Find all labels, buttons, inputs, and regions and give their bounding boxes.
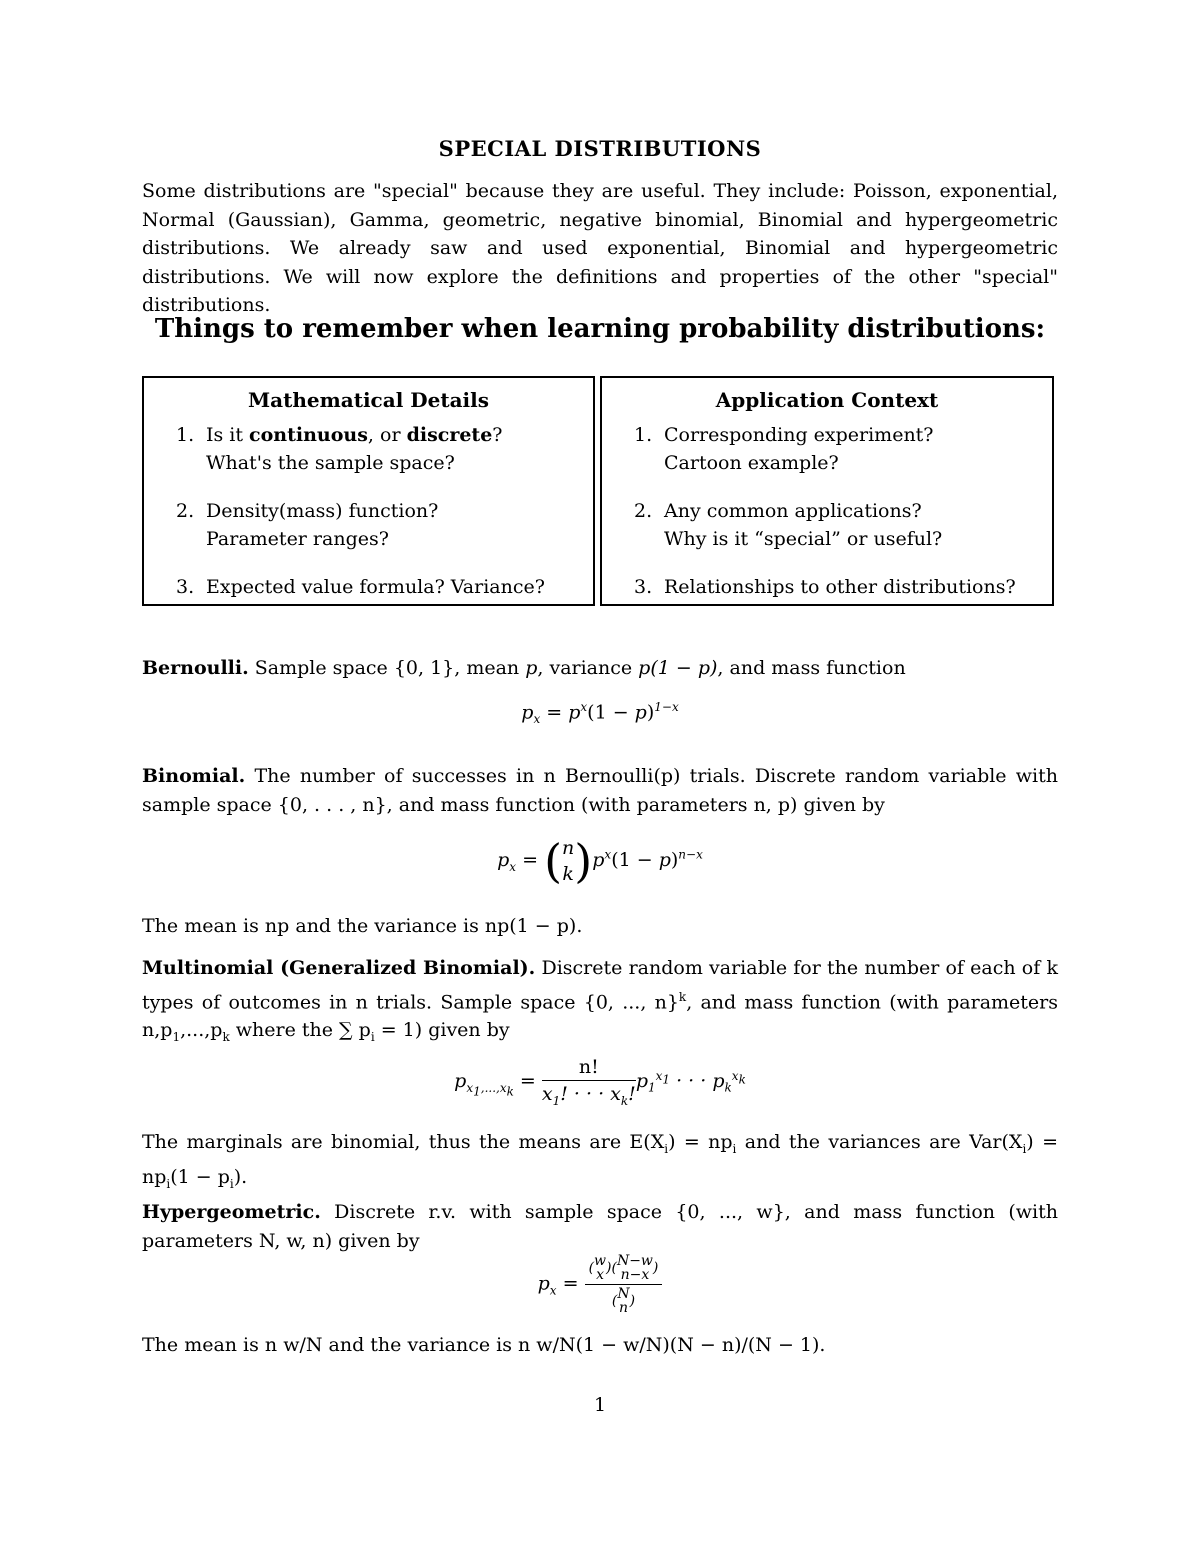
app-box-title: Application Context <box>715 388 939 412</box>
bernoulli-term: Bernoulli. <box>142 657 249 679</box>
math-item-2: 2. Density(mass) function? Parameter ranges? <box>176 500 439 550</box>
bernoulli-paragraph: Bernoulli. Sample space {0, 1}, mean p, variance p(1 − p), and mass function <box>142 657 906 679</box>
app-item-3: 3. Relationships to other distributions? <box>634 576 1016 598</box>
page-title: SPECIAL DISTRIBUTIONS <box>438 136 762 161</box>
hypergeometric-formula: $p_x$ = (w x )(N−w n−x ) (N n ) <box>0 1254 1200 1315</box>
intro-paragraph: Some distributions are "special" because they are useful. They include: Poisson, exponential, Normal (Gaussian), Gamma, geometric, negative binomial, Binomial and hypergeometric distributions. We already saw and used exponential, Binomial and hypergeometric distributions. We will now explore the definitions and properties of the other "special" distributions. <box>142 180 1058 316</box>
hypergeometric-mean-text: The mean is n w/N and the variance is n w/N(1 − w/N)(N − n)/(N − 1). <box>142 1334 826 1356</box>
binomial-mean-text: The mean is np and the variance is np(1 − p). <box>142 915 583 937</box>
page-number: 1 <box>593 1394 607 1416</box>
checklist-boxes <box>142 376 1054 610</box>
application-context-box <box>600 376 1054 606</box>
multinomial-formula: $p_{x_1,...,x_k}$ = $\frac{n!}{x_1! \cdot \cdot \cdot x_k!}$ $p_1^{x_1}$ · · · $p_k^{x_k}$ <box>454 1056 746 1108</box>
math-list <box>144 421 593 601</box>
multinomial-term: Multinomial (Generalized Binomial). <box>142 957 536 979</box>
binomial-paragraph: Binomial. The number of successes in n Bernoulli(p) trials. Discrete random variable with sample space {0, . . . , n}, and mass function (with parameters n, p) given by <box>142 765 1058 816</box>
binomial-term: Binomial. <box>142 765 246 787</box>
binomial-formula: $p_x = (n$ $k)p^x(1 - p)^{n-x}$ <box>497 834 703 888</box>
hypergeometric-paragraph: Hypergeometric. Discrete r.v. with sample space {0, ..., w}, and mass function (with parameters N, w, n) given by <box>142 1201 1058 1252</box>
multinomial-marginals-text: The marginals are binomial, thus the means are $E(X_i) = np_i$ and the variances are $Var(X_i) = np_i(1 - p_i)$. <box>142 1131 1058 1192</box>
app-item-1: 1. Corresponding experiment? Cartoon example? <box>634 424 934 474</box>
math-details-box <box>142 376 595 606</box>
things-heading: Things to remember when learning probability distributions: <box>154 314 1046 344</box>
hypergeometric-term: Hypergeometric. <box>142 1201 321 1223</box>
math-item-1: 1. Is it continuous, or discrete? What's the sample space? <box>176 424 503 474</box>
app-item-2: 2. Any common applications? Why is it “special” or useful? <box>634 500 943 550</box>
math-item-3: 3. Expected value formula? Variance? <box>176 576 545 598</box>
bernoulli-formula: $p_x = p^x(1 - p)^{1-x}$ <box>521 700 679 727</box>
math-box-title: Mathematical Details <box>248 388 489 412</box>
app-list <box>602 421 1052 601</box>
multinomial-paragraph: Multinomial (Generalized Binomial). Discrete random variable for the number of each of k types of outcomes in n trials. Sample space {0, ..., n}$^k$, and mass function (with parameters $n,p_1,...,p_k$ where the ∑ $p_i = 1$) given by <box>142 957 1058 1045</box>
